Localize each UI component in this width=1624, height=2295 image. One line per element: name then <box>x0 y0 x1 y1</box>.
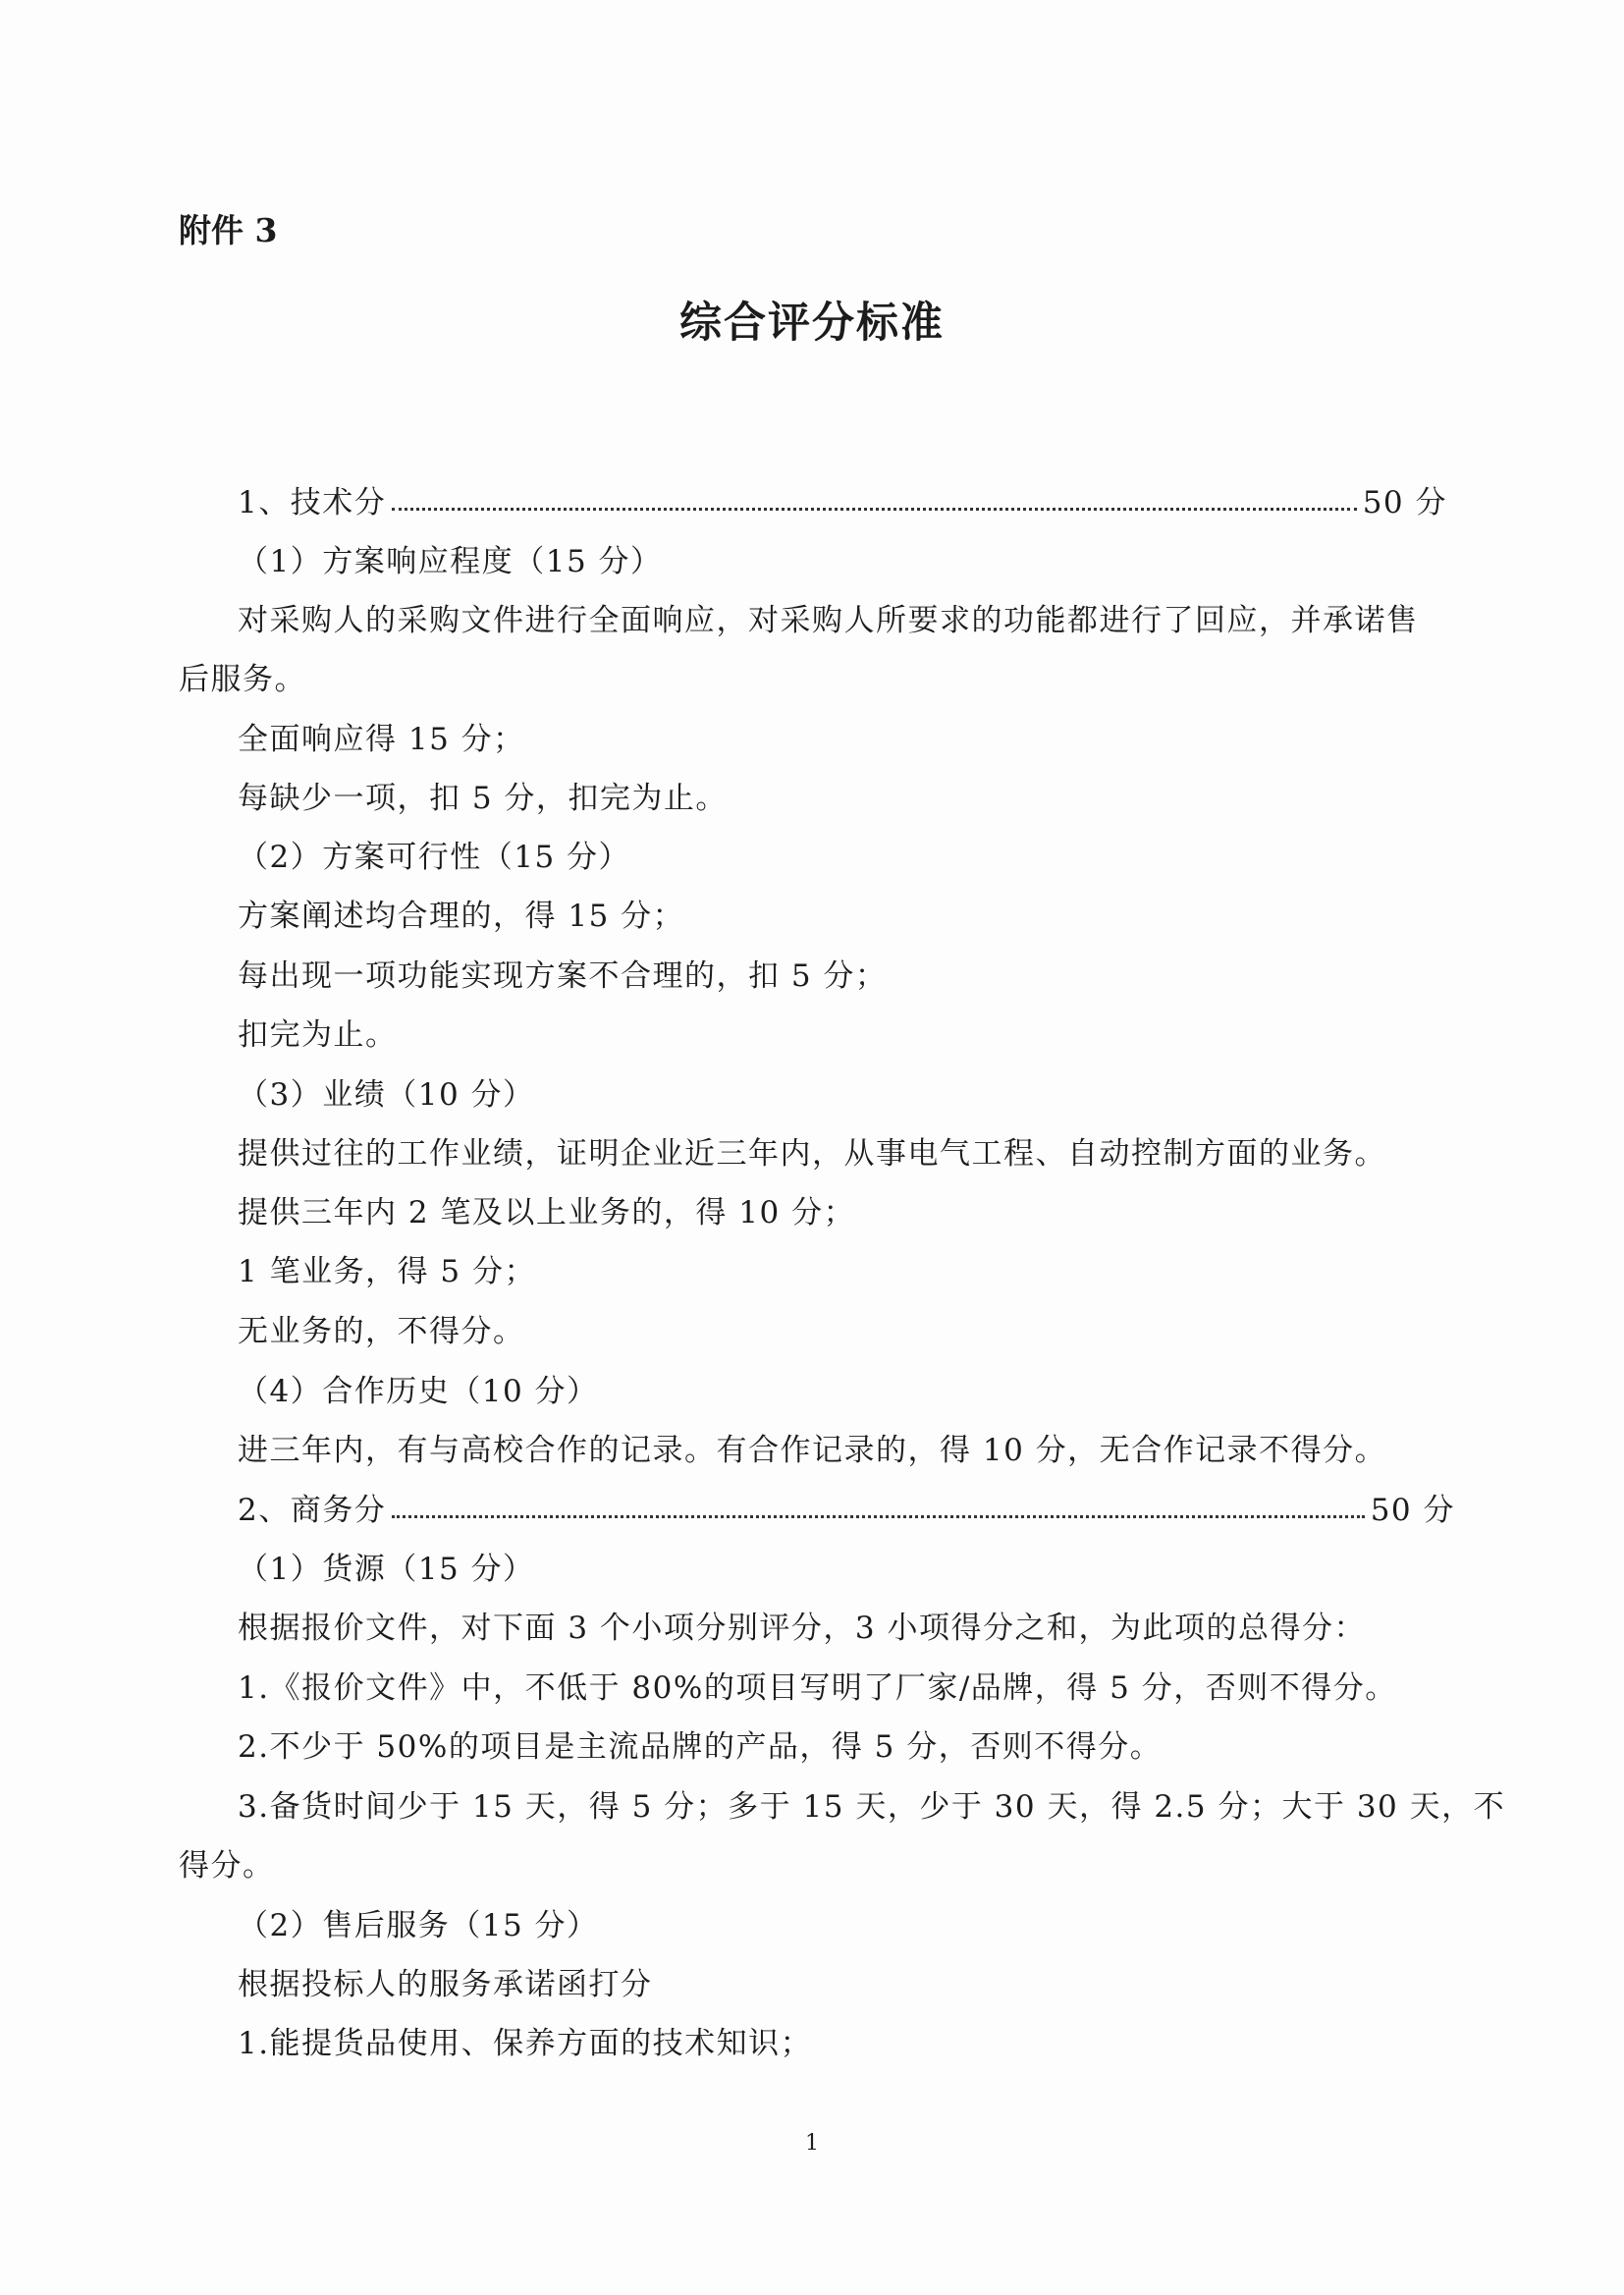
paragraph-line: 后服务。 <box>179 662 306 697</box>
subsection-heading: （3）业绩（10 分） <box>238 1077 535 1113</box>
paragraph-line: 1.《报价文件》中，不低于 80%的项目写明了厂家/品牌，得 5 分，否则不得分。 <box>238 1670 1397 1706</box>
paragraph-line: 每出现一项功能实现方案不合理的，扣 5 分； <box>238 958 888 994</box>
dot-leader <box>392 508 1356 511</box>
paragraph-line: 1.能提货品使用、保养方面的技术知识； <box>238 2026 813 2061</box>
paragraph-line: 提供三年内 2 笔及以上业务的，得 10 分； <box>238 1195 856 1230</box>
paragraph-line: 1 笔业务，得 5 分； <box>238 1254 537 1289</box>
section-label: 2、商务分 <box>238 1493 387 1528</box>
section-points: 50 分 <box>1362 485 1447 520</box>
subsection-heading: （4）合作历史（10 分） <box>238 1374 599 1409</box>
paragraph-line: 2.不少于 50%的项目是主流品牌的产品，得 5 分，否则不得分。 <box>238 1729 1163 1765</box>
section-business <box>238 1493 1455 1528</box>
subsection-heading: （1）货源（15 分） <box>238 1552 535 1587</box>
paragraph-line: 进三年内，有与高校合作的记录。有合作记录的，得 10 分，无合作记录不得分。 <box>238 1433 1387 1468</box>
paragraph-line: 3.备货时间少于 15 天，得 5 分；多于 15 天，少于 30 天，得 2.5 分；大于 30 天，不 <box>238 1789 1506 1825</box>
paragraph-line: 方案阐述均合理的，得 15 分； <box>238 899 685 934</box>
document-title: 综合评分标准 <box>679 299 945 348</box>
subsection-heading: （1）方案响应程度（15 分） <box>238 544 663 579</box>
paragraph-line: 对采购人的采购文件进行全面响应，对采购人所要求的功能都进行了回应，并承诺售 <box>238 603 1419 638</box>
subsection-heading: （2）售后服务（15 分） <box>238 1908 599 1943</box>
paragraph-line: 根据投标人的服务承诺函打分 <box>238 1967 653 2002</box>
section-technical <box>238 485 1447 520</box>
dot-leader <box>392 1515 1364 1518</box>
attachment-label: 附件 3 <box>179 211 278 249</box>
paragraph-line: 每缺少一项，扣 5 分，扣完为止。 <box>238 781 728 816</box>
paragraph-line: 全面响应得 15 分； <box>238 722 525 757</box>
paragraph-line: 根据报价文件，对下面 3 个小项分别评分，3 小项得分之和，为此项的总得分： <box>238 1611 1367 1646</box>
section-label: 1、技术分 <box>238 485 387 520</box>
paragraph-line: 无业务的，不得分。 <box>238 1314 525 1349</box>
paragraph-line: 得分。 <box>179 1848 275 1884</box>
paragraph-line: 扣完为止。 <box>238 1017 398 1053</box>
subsection-heading: （2）方案可行性（15 分） <box>238 840 631 875</box>
paragraph-line: 提供过往的工作业绩，证明企业近三年内，从事电气工程、自动控制方面的业务。 <box>238 1136 1386 1172</box>
section-points: 50 分 <box>1370 1493 1455 1528</box>
page-number: 1 <box>805 2131 819 2156</box>
